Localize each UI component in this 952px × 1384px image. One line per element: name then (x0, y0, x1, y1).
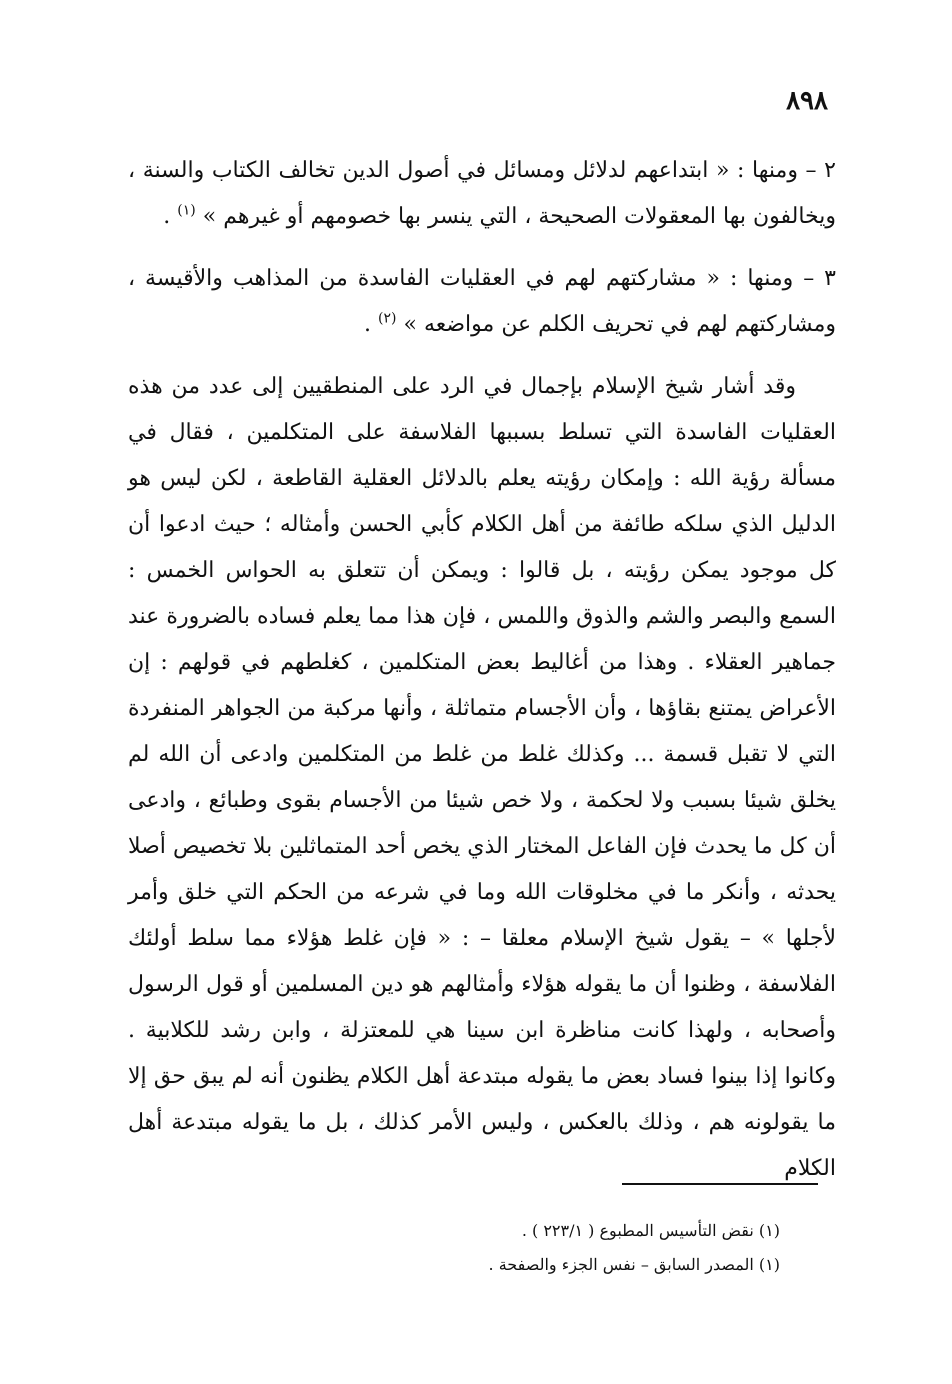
paragraph-item-2 (128, 148, 836, 240)
paragraph-end: . (364, 312, 379, 337)
paragraph-text: وقد أشار شيخ الإسلام بإجمال في الرد على المنطقيين إلى عدد من هذه العقليات الفاسدة التي تسلط بسببها الفلاسفة على المتكلمين ، فقال في مسألة رؤية الله : وإمكان رؤيته يعلم بالدلائل العقلية القاطعة ، لكن ليس هو الدليل الذي سلكه طائفة من أهل الكلام كأبي الحسن وأمثاله ؛ حيث ادعوا أن كل موجود يمكن رؤيته ، بل قالوا : ويمكن أن تتعلق به الحواس الخمس : السمع والبصر والشم والذوق واللمس ، فإن هذا مما يعلم فساده بالضرورة عند جماهير العقلاء . وهذا من أغاليط بعض المتكلمين ، كغلطهم في قولهم : إن الأعراض يمتنع بقاؤها ، وأن الأجسام متماثلة ، وأنها مركبة من الجواهر المنفردة التي لا تقبل قسمة ... وكذلك غلط من غلط من المتكلمين وادعى أن الله لم يخلق شيئا بسبب ولا لحكمة ، ولا خص شيئا من الأجسام بقوى وطبائع ، وادعى أن كل ما يحدث فإن الفاعل المختار الذي يخص أحد المتماثلين بلا تخصيص أصلا يحدثه ، وأنكر ما في مخلوقات الله وما في شرعه من الحكم التي خلق وأمر لأجلها » – يقول شيخ الإسلام معلقا – : « فإن غلط هؤلاء مما سلط أولئك الفلاسفة ، وظنوا أن ما يقوله هؤلاء وأمثالهم هو دين المسلمين أو قول الرسول وأصحابه ، ولهذا كانت مناظرة ابن سينا هي للمعتزلة ، وابن رشد للكلابية . وكانوا إذا بينوا فساد بعض ما يقوله مبتدعة أهل الكلام يظنون أنه لم يبق حق إلا ما يقولونه هم ، وذلك بالعكس ، وليس الأمر كذلك ، بل ما يقوله مبتدعة أهل الكلام (128, 374, 836, 1181)
paragraph-item-3 (128, 256, 836, 348)
footnote-2: (١) المصدر السابق – نفس الجزء والصفحة . (488, 1255, 780, 1274)
footnote-divider (622, 1183, 818, 1185)
paragraph-end: . (163, 204, 178, 229)
footnotes (300, 1214, 780, 1282)
page-number: ٨٩٨ (786, 86, 828, 116)
footnote-reference: (١) (177, 202, 196, 219)
paragraph-text: ٣ – ومنها : « مشاركتهم لهم في العقليات الفاسدة من المذاهب والأقيسة ، ومشاركتهم لهم في تحريف الكلم عن مواضعه » (128, 266, 836, 337)
footnote-1: (١) نقض التأسيس المطبوع ( ٢٢٣/١ ) . (521, 1221, 780, 1240)
footnote-reference: (٢) (378, 310, 397, 327)
paragraph-text: ٢ – ومنها : « ابتداعهم لدلائل ومسائل في أصول الدين تخالف الكتاب والسنة ، ويخالفون بها المعقولات الصحيحة ، التي ينسر بها خصومهم أو غيرهم » (128, 158, 836, 229)
paragraph-main (128, 364, 836, 1192)
body-text (128, 148, 836, 1208)
